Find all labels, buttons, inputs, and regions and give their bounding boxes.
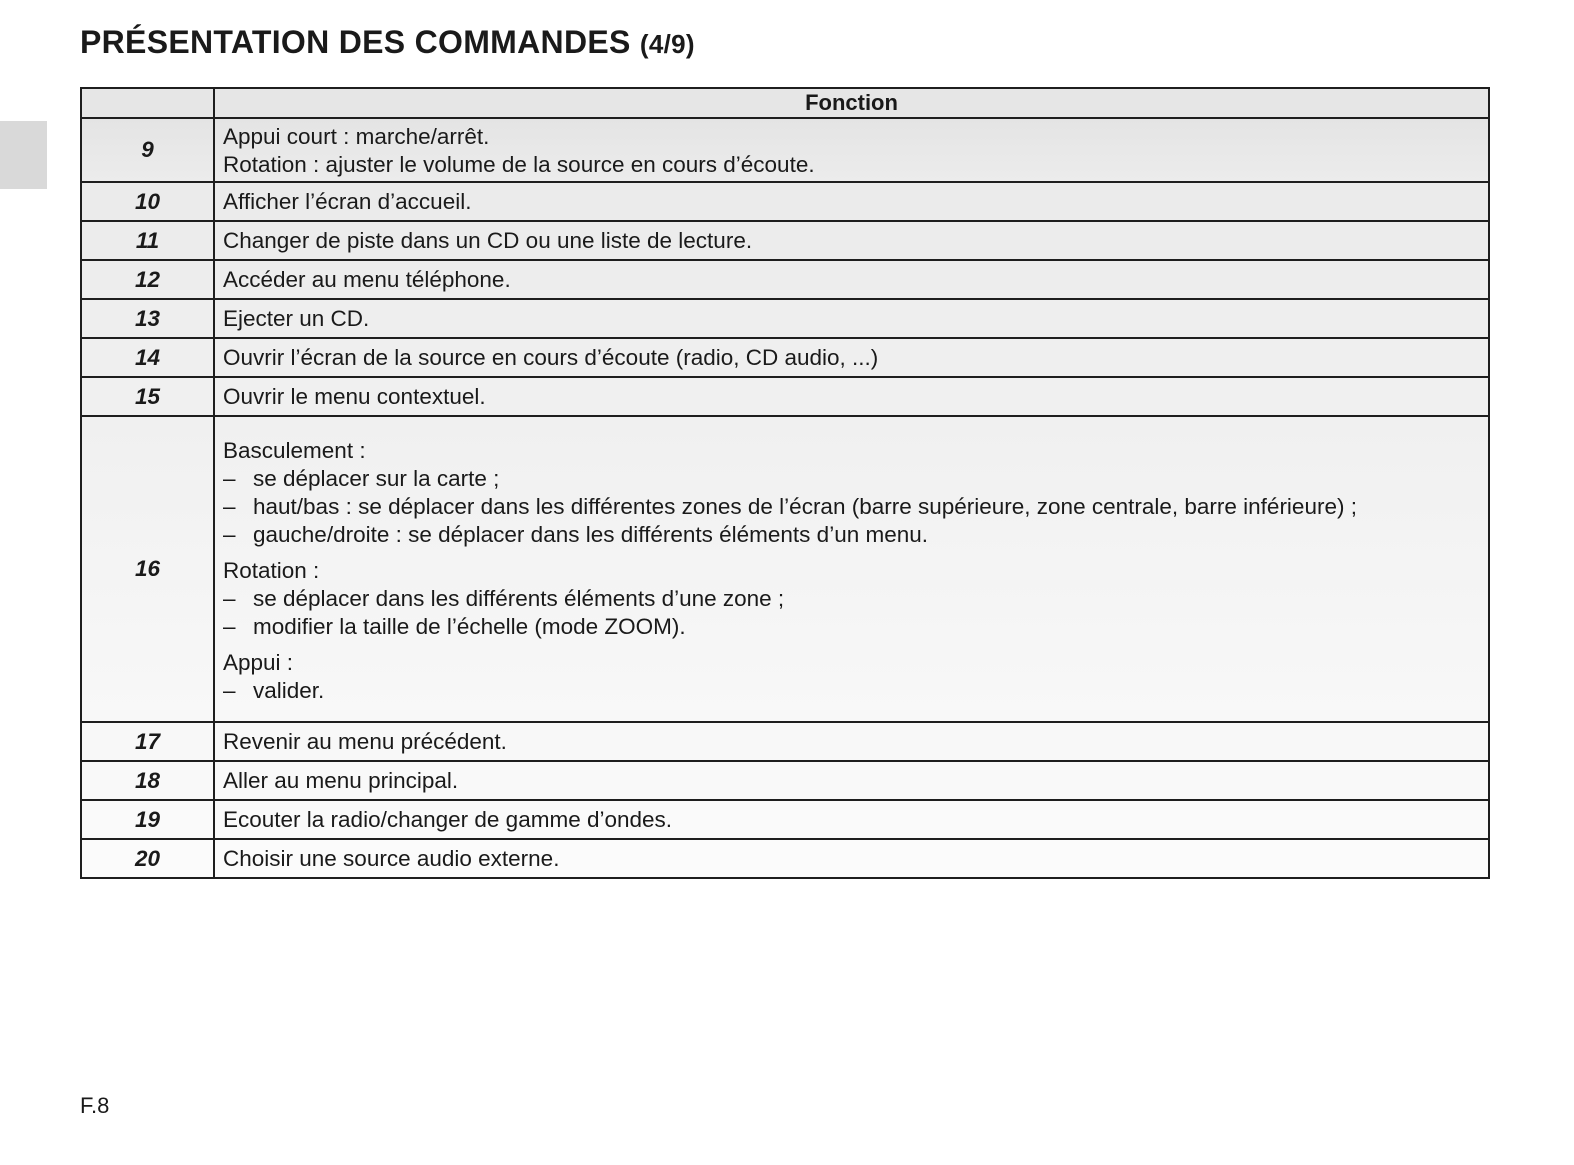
list-item-text: modifier la taille de l’échelle (mode ZOOM). [253, 614, 686, 639]
table-row [81, 839, 1489, 878]
list-item-text: valider. [253, 678, 325, 703]
function-text: Ecouter la radio/changer de gamme d’ondes. [214, 800, 1489, 839]
list-item-text: se déplacer sur la carte ; [253, 466, 500, 491]
table-header-row [81, 88, 1489, 118]
table-row [81, 118, 1489, 182]
function-text: Revenir au menu précédent. [214, 722, 1489, 761]
control-number: 9 [81, 118, 214, 182]
table-row [81, 299, 1489, 338]
column-header-function: Fonction [214, 88, 1489, 118]
function-text: Choisir une source audio externe. [214, 839, 1489, 878]
list-item [223, 493, 1480, 521]
function-text: Accéder au menu téléphone. [214, 260, 1489, 299]
list-item [223, 521, 1480, 549]
block-heading: Appui : [223, 650, 294, 675]
block-heading: Basculement : [223, 438, 366, 463]
dash-bullet: – [223, 466, 236, 491]
dash-bullet: – [223, 586, 236, 611]
list-item [223, 585, 1480, 613]
block-heading: Rotation : [223, 558, 320, 583]
page-title [80, 24, 695, 61]
control-number: 18 [81, 761, 214, 800]
control-number: 13 [81, 299, 214, 338]
section-tab-marker [0, 121, 47, 189]
function-text: Afficher l’écran d’accueil. [214, 182, 1489, 221]
function-text: Ejecter un CD. [214, 299, 1489, 338]
control-number: 16 [81, 416, 214, 722]
dash-bullet: – [223, 494, 236, 519]
dash-bullet: – [223, 614, 236, 639]
list-item-text: haut/bas : se déplacer dans les différentes zones de l’écran (barre supérieure, zone centrale, barre inférieure) ; [253, 494, 1357, 519]
function-text: Ouvrir l’écran de la source en cours d’écoute (radio, CD audio, ...) [214, 338, 1489, 377]
table-row [81, 182, 1489, 221]
function-text: Appui court : marche/arrêt. [223, 124, 490, 149]
dash-bullet: – [223, 522, 236, 547]
table-row [81, 800, 1489, 839]
table-row [81, 416, 1489, 722]
function-text: Aller au menu principal. [214, 761, 1489, 800]
control-number: 20 [81, 839, 214, 878]
dash-bullet: – [223, 678, 236, 703]
control-number: 11 [81, 221, 214, 260]
table-row [81, 221, 1489, 260]
function-cell [214, 118, 1489, 182]
function-cell [214, 416, 1489, 722]
list-item-text: gauche/droite : se déplacer dans les différents éléments d’un menu. [253, 522, 928, 547]
function-text: Changer de piste dans un CD ou une liste de lecture. [214, 221, 1489, 260]
list-item [223, 677, 1480, 705]
control-number: 14 [81, 338, 214, 377]
table-row [81, 722, 1489, 761]
control-number: 15 [81, 377, 214, 416]
controls-table [80, 87, 1490, 879]
function-text: Ouvrir le menu contextuel. [214, 377, 1489, 416]
function-text: Rotation : ajuster le volume de la source en cours d’écoute. [223, 152, 815, 177]
page-number: F.8 [80, 1093, 110, 1118]
table-row [81, 761, 1489, 800]
list-item [223, 465, 1480, 493]
page-title-part: (4/9) [639, 29, 695, 59]
column-header-number [81, 88, 214, 118]
table-row [81, 338, 1489, 377]
table-row [81, 377, 1489, 416]
table-row [81, 260, 1489, 299]
list-item [223, 613, 1480, 641]
list-item-text: se déplacer dans les différents éléments d’une zone ; [253, 586, 785, 611]
control-number: 12 [81, 260, 214, 299]
page-title-main: PRÉSENTATION DES COMMANDES [80, 24, 631, 60]
control-number: 10 [81, 182, 214, 221]
control-number: 19 [81, 800, 214, 839]
control-number: 17 [81, 722, 214, 761]
